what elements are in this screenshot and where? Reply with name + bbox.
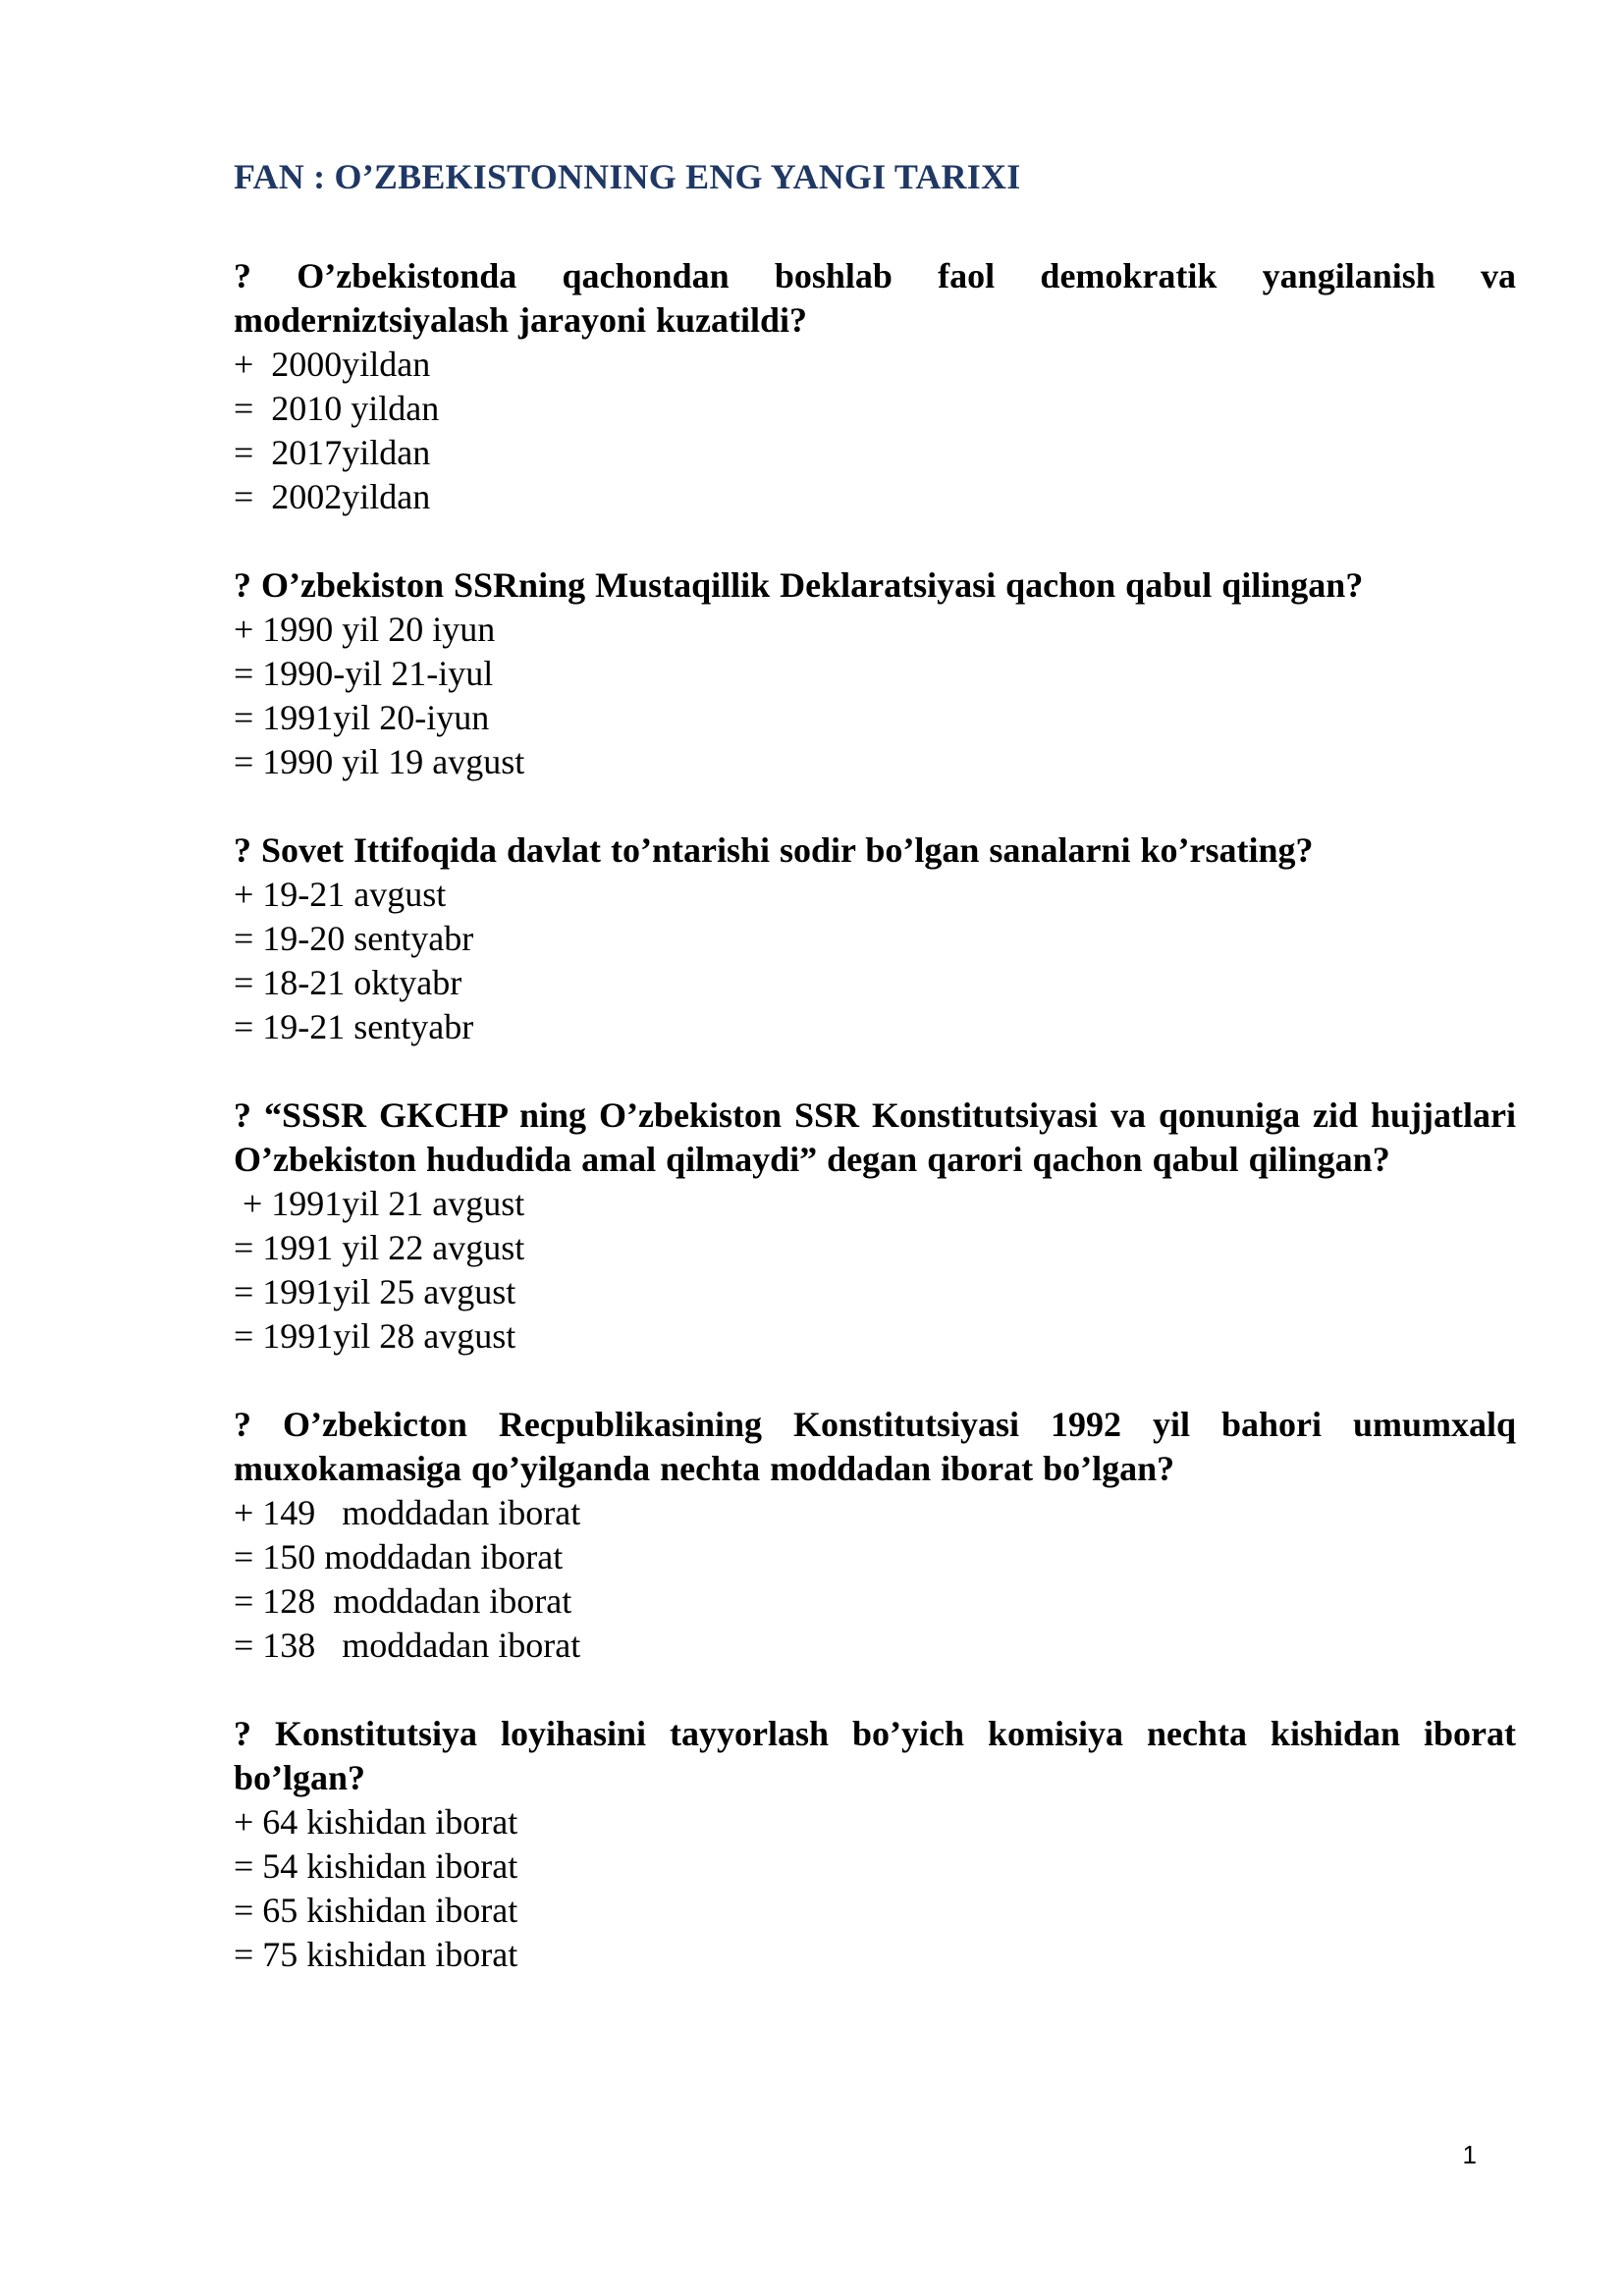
answer-option: = 1990-yil 21-iyul	[234, 654, 494, 693]
answer-option: = 1991yil 25 avgust	[234, 1272, 516, 1311]
answer-option: + 1990 yil 20 iyun	[234, 610, 496, 649]
answer-option: = 150 moddadan iborat	[234, 1537, 564, 1576]
answer-option: = 75 kishidan iborat	[234, 1935, 518, 1974]
answer-option: = 138 moddadan iborat	[234, 1626, 581, 1665]
question-text: ? O’zbekicton Recpublikasining Konstitutsiyasi 1992 yil bahori umumxalq muxokamasiga qo’yilganda nechta moddadan iborat bo’lgan?	[234, 1405, 1516, 1488]
answer-option: = 1991yil 20-iyun	[234, 698, 490, 737]
answer-option: = 19-21 sentyabr	[234, 1007, 474, 1046]
document-page	[234, 155, 1516, 2021]
question-block-1	[234, 254, 1516, 519]
answer-option: = 2010 yildan	[234, 389, 440, 428]
answer-option: = 128 moddadan iborat	[234, 1581, 572, 1621]
page-number: 1	[1462, 2140, 1477, 2169]
answer-option: = 2017yildan	[234, 433, 431, 472]
answer-option: = 19-20 sentyabr	[234, 919, 474, 958]
document-title: FAN : O’ZBEKISTONNING ENG YANGI TARIXI	[234, 157, 1021, 196]
question-text: ? Sovet Ittifoqida davlat to’ntarishi sodir bo’lgan sanalarni ko’rsating?	[234, 830, 1314, 870]
answer-option: = 1991 yil 22 avgust	[234, 1228, 525, 1267]
question-text: ? O’zbekistonda qachondan boshlab faol demokratik yangilanish va moderniztsiyalash jarayoni kuzatildi?	[234, 256, 1516, 340]
answer-option: + 149 moddadan iborat	[234, 1493, 581, 1532]
question-block-3	[234, 828, 1516, 1049]
answer-option: + 64 kishidan iborat	[234, 1802, 518, 1842]
answer-option: = 54 kishidan iborat	[234, 1846, 518, 1886]
question-text: ? O’zbekiston SSRning Mustaqillik Deklaratsiyasi qachon qabul qilingan?	[234, 565, 1364, 605]
answer-option: = 65 kishidan iborat	[234, 1891, 518, 1930]
answer-option: + 2000yildan	[234, 345, 431, 384]
question-text: ? “SSSR GKCHP ning O’zbekiston SSR Konstitutsiyasi va qonuniga zid hujjatlari O’zbekiston hududida amal qilmaydi” degan qarori qachon qabul qilingan?	[234, 1095, 1516, 1179]
answer-option: = 1991yil 28 avgust	[234, 1316, 516, 1356]
answer-option: = 2002yildan	[234, 477, 431, 516]
answer-option: + 19-21 avgust	[234, 875, 447, 914]
question-block-4	[234, 1094, 1516, 1359]
answer-option: + 1991yil 21 avgust	[234, 1184, 525, 1223]
question-text: ? Konstitutsiya loyihasini tayyorlash bo’yich komisiya nechta kishidan iborat bo’lgan?	[234, 1714, 1516, 1797]
question-block-6	[234, 1712, 1516, 1977]
question-block-5	[234, 1403, 1516, 1668]
question-block-2	[234, 563, 1516, 784]
answer-option: = 1990 yil 19 avgust	[234, 742, 525, 781]
answer-option: = 18-21 oktyabr	[234, 963, 462, 1002]
